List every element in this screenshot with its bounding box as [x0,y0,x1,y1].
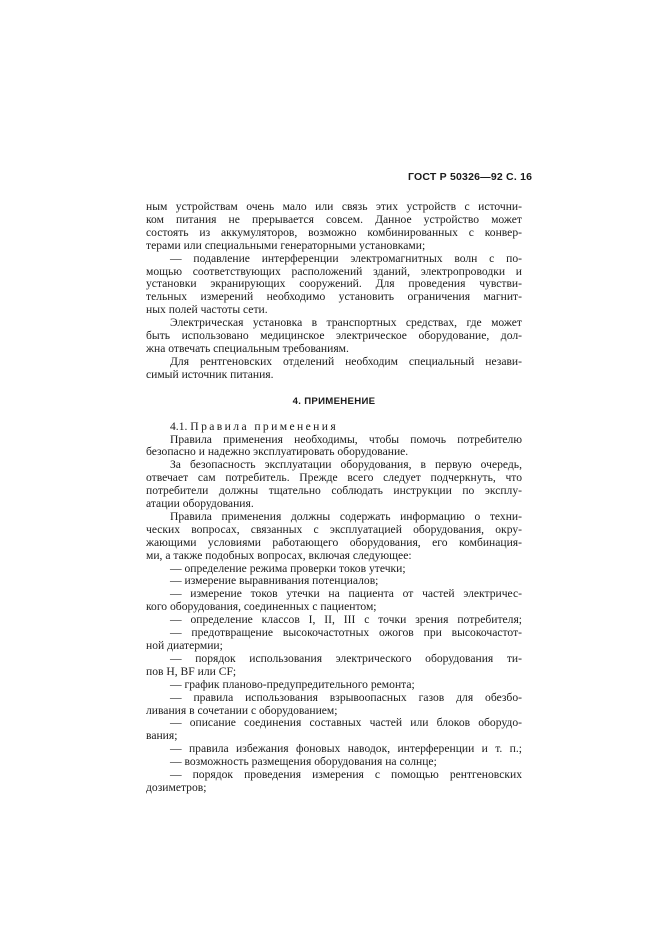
body-text [146,201,522,795]
list-item: — порядок проведения измерения с помощью рентгеновских [170,768,522,782]
text-line: терами или специальными генераторными установками; [146,238,426,252]
list-item: — измерение токов утечки на пациента от частей электричес- [170,587,522,601]
list-item: — график планово-предупредительного ремонта; [170,677,415,691]
text-line: За безопасность эксплуатации оборудования, в первую очередь, [170,458,522,472]
text-line: ми, а также подобных вопросах, включая следующее: [146,548,412,562]
text-line: жна отвечать специальным требованиям. [146,341,349,355]
text-line: быть использовано медицинское электрическое оборудование, дол- [146,329,522,343]
text-line: дозиметров; [146,780,207,794]
subsection-heading [146,421,522,434]
text-line: мощью соответствующих расположений зданий, электропроводки и [146,264,522,278]
text-line: безопасно и надежно эксплуатировать оборудование. [146,445,409,459]
list-item: — порядок использования электрического оборудования ти- [170,651,522,665]
section-title: 4. ПРИМЕНЕНИЕ [292,395,376,407]
text-line: атации оборудования. [146,497,254,511]
text-line: ком питания не прерывается совсем. Данное устройство может [146,212,522,226]
text-line: ным устройствам очень мало или связь этих устройств с источни- [146,200,522,213]
text-line: ных полей частоты сети. [146,303,268,317]
text-line: ной диатермии; [146,639,223,652]
text-line: потребители должны тщательно соблюдать инструкции по эксплу- [146,484,522,498]
list-item: — измерение выравнивания потенциалов; [170,574,379,588]
list-item: — определение классов I, II, III с точки зрения потребителя; [170,613,522,627]
text-line: тельных измерений необходимо установить ограничения магнит- [146,290,522,304]
text-line: кого оборудования, соединенных с пациентом; [146,600,377,614]
text-line: Электрическая установка в транспортных средствах, где может [170,316,522,330]
text-line: — подавление интерференции электромагнитных волн с по- [170,251,522,265]
text-line: жающими условиями работающего оборудования, его комбинация- [146,535,522,549]
text-line: пов Н, BF или CF; [146,664,237,678]
text-line: симый источник питания. [146,367,274,381]
subsection-number: 4.1. [170,419,188,433]
subsection-title: Правила применения [190,419,339,433]
text-line: вания; [146,729,178,743]
text-line: ливания в сочетании с оборудованием; [146,703,338,717]
text-line: установки экранирующих сооружений. Для проведения чувстви- [146,277,522,291]
list-item: — предотвращение высокочастотных ожогов при высокочастот- [170,626,522,640]
text-line: Правила применения необходимы, чтобы помочь потребителю [170,432,522,446]
text-line: состоять из аккумуляторов, возможно комбинированных с конвер- [146,225,522,239]
list-item: — правила использования взрывоопасных газов для обезбо- [170,690,522,704]
text-line: Правила применения должны содержать информацию о техни- [170,509,522,523]
text-line: ческих вопросах, связанных с эксплуатацией оборудования, окру- [146,522,522,536]
text-line: Для рентгеновских отделений необходим специальный незави- [170,354,522,368]
list-item: — определение режима проверки токов утечки; [170,561,406,575]
page-header: ГОСТ Р 50326—92 С. 16 [408,171,533,183]
list-item: — описание соединения составных частей или блоков оборудо- [170,716,522,730]
text-line: отвечает сам потребитель. Прежде всего следует подчеркнуть, что [146,471,522,485]
list-item: — правила избежания фоновых наводок, интерференции и т. п.; [170,742,522,756]
list-item: — возможность размещения оборудования на солнце; [170,755,437,769]
